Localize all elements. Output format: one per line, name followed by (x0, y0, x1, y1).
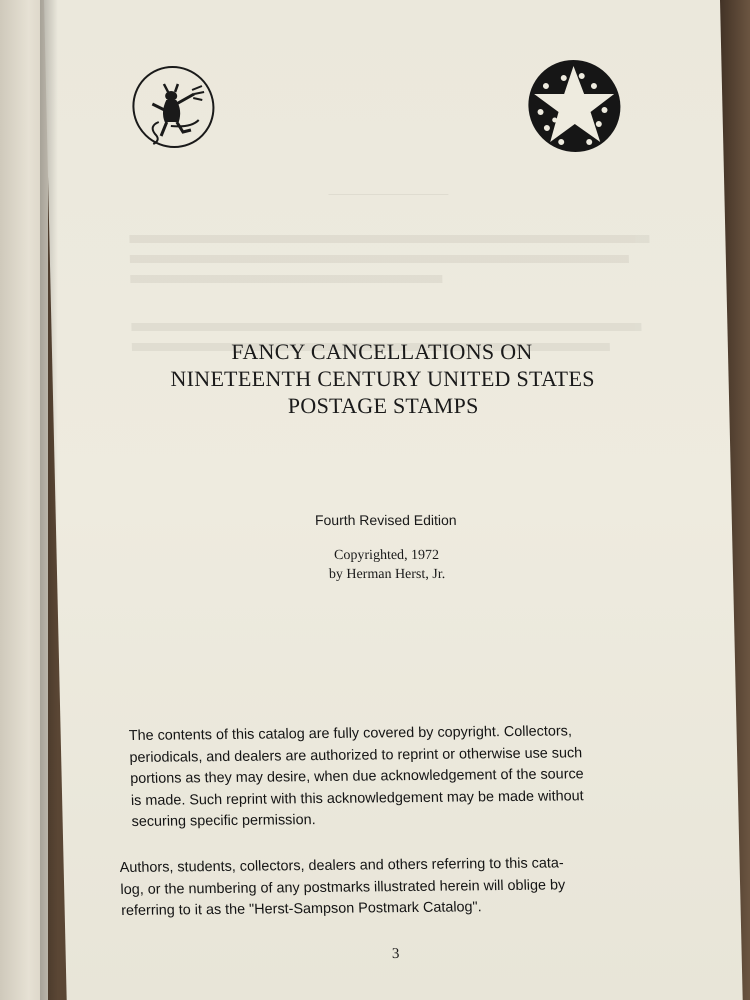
copyright-notice (128, 720, 659, 833)
title-line: POSTAGE STAMPS (287, 393, 479, 418)
copyright-author: by Herman Herst, Jr. (328, 567, 446, 582)
book-title (112, 338, 654, 419)
title-line: NINETEENTH CENTURY UNITED STATES (170, 366, 596, 391)
referral-line: log, or the numbering of any postmarks illustrated herein will oblige by (120, 876, 566, 898)
notice-line: The contents of this catalog are fully covered by copyright. Collectors, (128, 723, 573, 744)
copyright-block (116, 546, 657, 584)
notice-line: portions as they may desire, when due acknowledgement of the source (129, 766, 584, 787)
title-line: FANCY CANCELLATIONS ON (231, 339, 533, 364)
referral-line: referring to it as the "Herst-Sampson Postmark Catalog". (120, 899, 482, 919)
edition-label: Fourth Revised Edition (314, 512, 457, 528)
notice-line: periodicals, and dealers are authorized to reprint or otherwise use such (129, 744, 583, 766)
notice-line: securing specific permission. (131, 812, 316, 830)
book-page (44, 0, 743, 1000)
book-gutter-shadow (40, 0, 58, 1000)
show-through-texture (128, 180, 652, 363)
devil-figure-cancellation-icon (129, 64, 217, 150)
referral-line: Authors, students, collectors, dealers and others referring to this cata- (119, 855, 564, 876)
notice-line: is made. Such reprint with this acknowledgement may be made without (130, 787, 584, 809)
page-number: 3 (391, 946, 400, 962)
star-in-circle-cancellation-icon (523, 58, 625, 154)
copyright-year: Copyrighted, 1972 (333, 548, 440, 563)
citation-request (119, 852, 681, 922)
